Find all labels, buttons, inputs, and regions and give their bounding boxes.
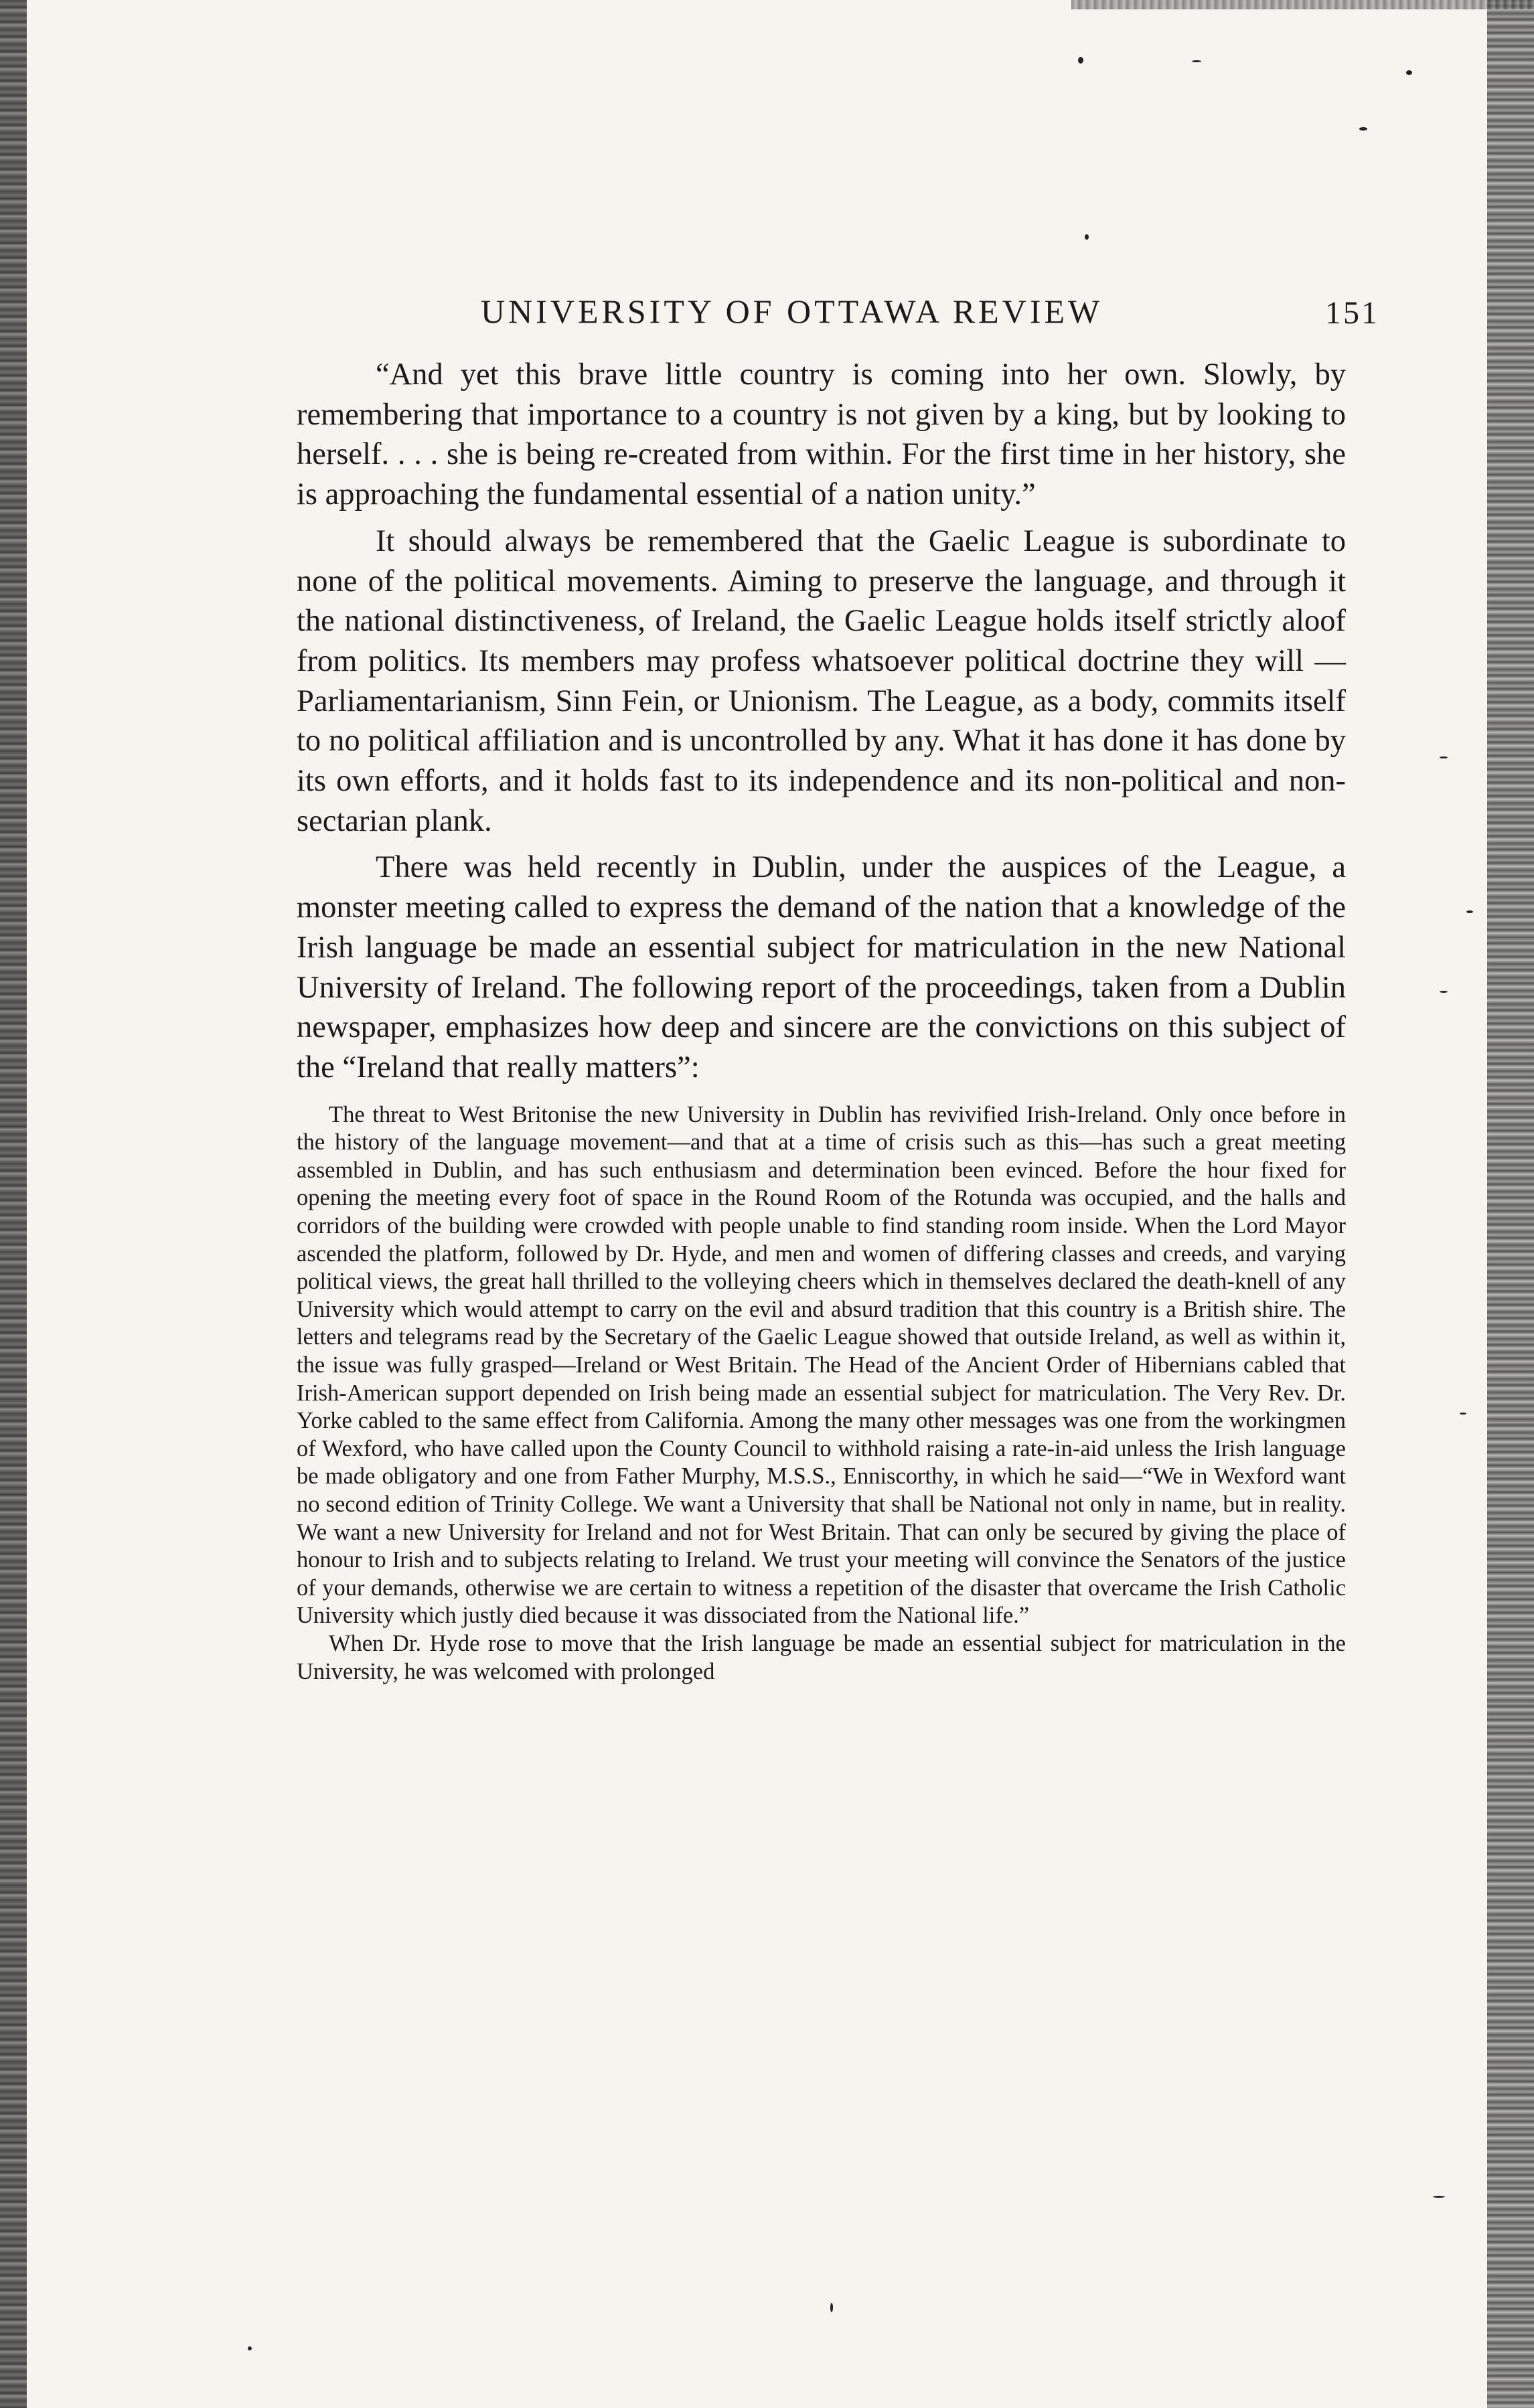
page-number: 151 xyxy=(1325,295,1379,331)
scan-speck xyxy=(1085,234,1089,240)
scan-speck xyxy=(830,2303,833,2312)
running-head: UNIVERSITY OF OTTAWA REVIEW xyxy=(481,293,1103,330)
scan-speck xyxy=(1359,127,1367,131)
paragraph-gaelic-league: It should always be remembered that the Gaelic League is subordinate to none of the political movements. Aiming to preserve the language, and through it the national distinctiveness, of Ireland, the Gaelic League holds itself strictly aloof from politics. Its members may profess whatsoever political doctrine they will —Parliamentarianism, Sinn Fein, or Unionism. The League, as a body, commits itself to no political affiliation and is uncontrolled by any. What it has done it has done by its own efforts, and it holds fast to its independence and its non-political and non-sectarian plank. xyxy=(297,524,1346,838)
scan-speck xyxy=(1466,910,1473,913)
paragraph-dublin-meeting: There was held recently in Dublin, under the auspices of the League, a monster meeting called to express the demand of the nation that a knowledge of the Irish language be made an essential subject for matriculation in the new National University of Ireland. The following report of the proceedings, taken from a Dublin newspaper, emphasizes how deep and sincere are the convictions on this subject of the “Ireland that really matters”: xyxy=(297,850,1346,1085)
scan-speck xyxy=(1078,57,1083,64)
article-body xyxy=(297,355,1346,1686)
scan-speck xyxy=(1406,70,1412,75)
paragraph-quote-brave-country: “And yet this brave little country is coming into her own. Slowly, by remembering that importance to a country is not given by a king, but by looking to herself. . . . she is being re-created from within. For the first time in her history, she is approaching the fundamental essential of a nation unity.” xyxy=(297,357,1346,512)
scan-speck xyxy=(1440,756,1448,758)
top-scan-edge xyxy=(1071,0,1534,9)
right-scan-edge xyxy=(1487,0,1534,2408)
scan-speck xyxy=(1192,60,1201,62)
scan-speck xyxy=(1440,991,1448,993)
quoted-dr-hyde: When Dr. Hyde rose to move that the Irish language be made an essential subject for matriculation in the University, he was welcomed with prolonged xyxy=(297,1630,1346,1684)
left-scan-edge xyxy=(0,0,27,2408)
scan-speck xyxy=(1433,2196,1445,2198)
page-header xyxy=(402,292,1379,339)
quoted-newspaper-report: The threat to West Britonise the new University in Dublin has revivified Irish-Ireland. Only once before in the history of the language movement—and that at a time of crisis such as this—has such a great meeting assembled in Dublin, and has such enthusiasm and determination been evinced. Before the hour fixed for opening the meeting every foot of space in the Round Room of the Rotunda was occupied, and the halls and corridors of the building were crowded with people unable to find standing room inside. When the Lord Mayor ascended the platform, followed by Dr. Hyde, and men and women of differing classes and creeds, and varying political views, the great hall thrilled to the volleying cheers which in themselves declared the death-knell of any University which would attempt to carry on the evil and absurd tradition that this country is a British shire. The letters and telegrams read by the Secretary of the Gaelic League showed that outside Ireland, as well as within it, the issue was fully grasped—Ireland or West Britain. The Head of the Ancient Order of Hibernians cabled that Irish-American support depended on Irish being made an essential subject for matriculation. The Very Rev. Dr. Yorke cabled to the same effect from California. Among the many other messages was one from the workingmen of Wexford, who have called upon the County Council to withhold raising a rate-in-aid unless the Irish language be made obligatory and one from Father Murphy, M.S.S., Enniscorthy, in which he said—“We in Wexford want no second edition of Trinity College. We want a University that shall be National not only in name, but in reality. We want a new University for Ireland and not for West Britain. That can only be secured by giving the place of honour to Irish and to subjects relating to Ireland. We trust your meeting will convince the Senators of the justice of your demands, otherwise we are certain to witness a repetition of the disaster that overcame the Irish Catholic University which justly died because it was dissociated from the National life.” xyxy=(297,1101,1346,1629)
scan-speck xyxy=(1460,1413,1466,1415)
scan-speck xyxy=(248,2346,252,2350)
